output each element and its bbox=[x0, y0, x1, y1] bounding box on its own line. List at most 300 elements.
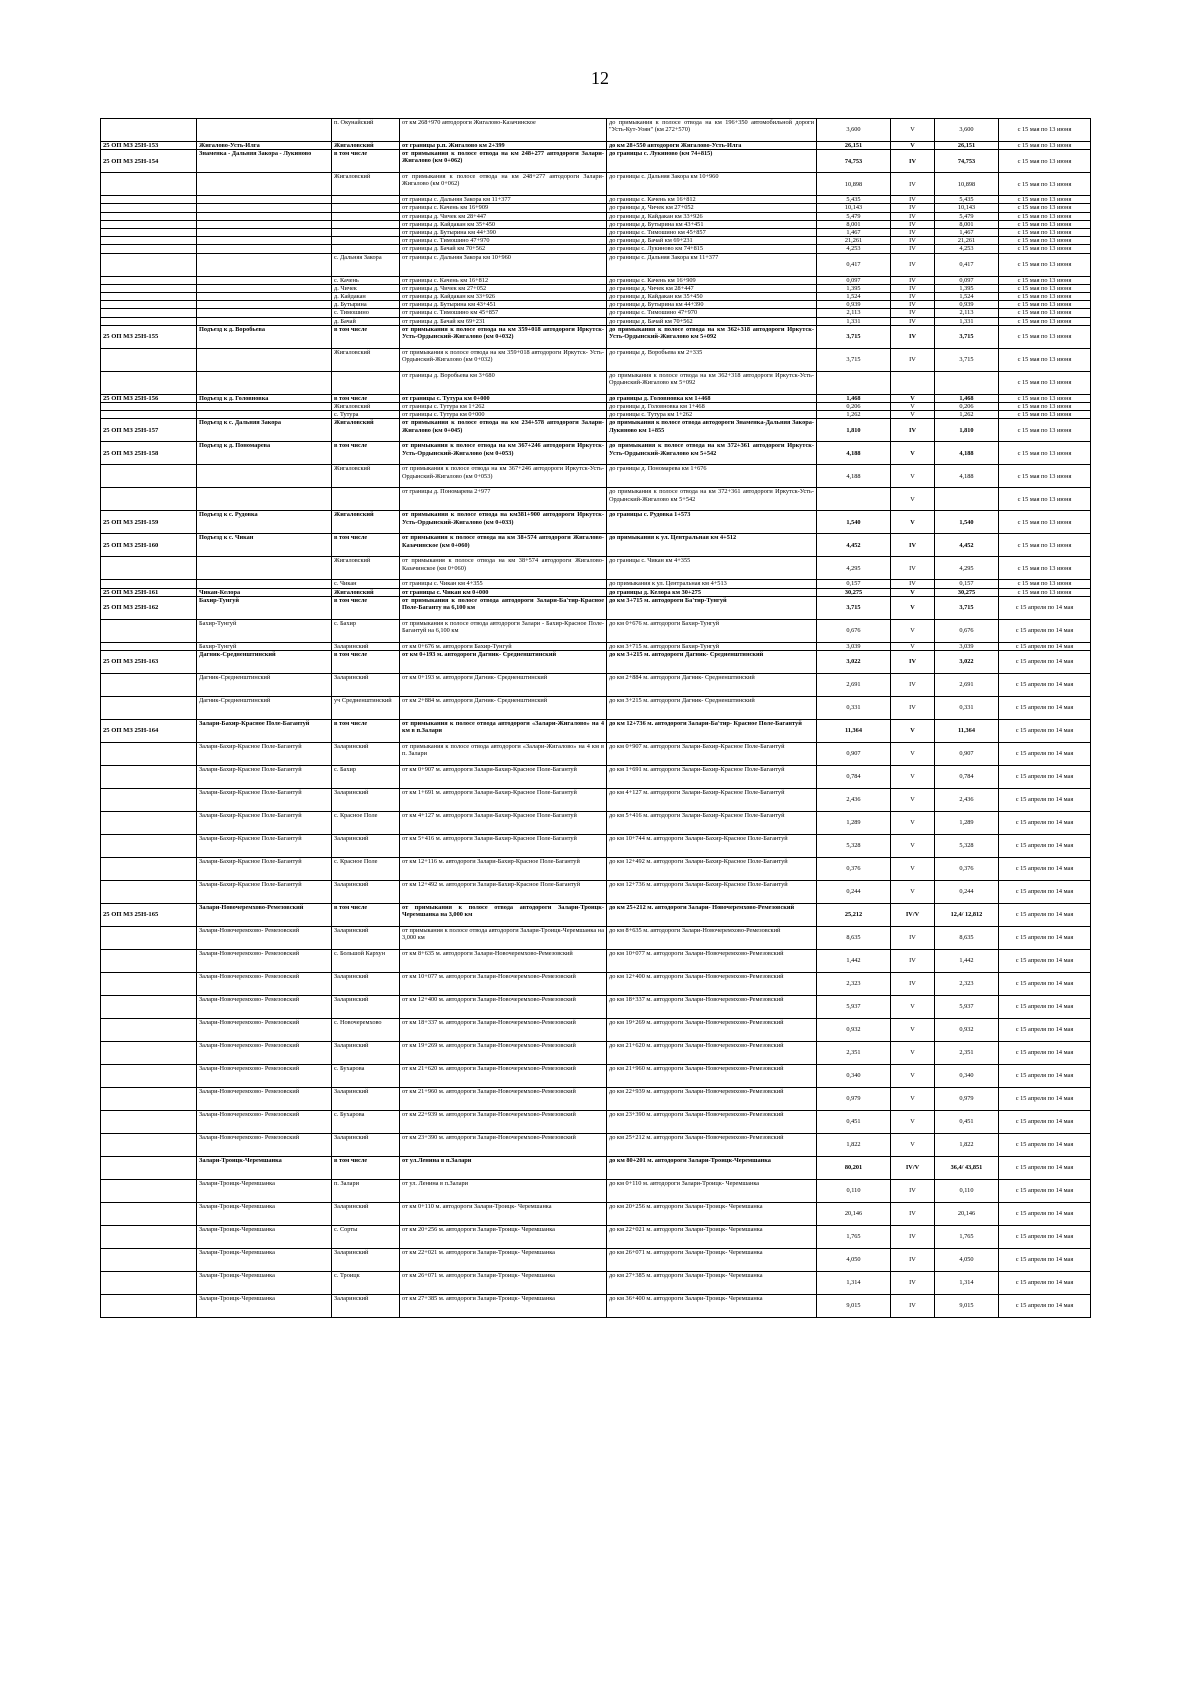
table-row bbox=[101, 534, 1091, 557]
length-km-cell: 0,979 bbox=[817, 1088, 891, 1111]
road-category-cell: IV bbox=[891, 245, 935, 253]
road-name-cell: Залари-Новочеремхово-Ремезовский bbox=[197, 904, 332, 927]
district-cell: с. Тимошино bbox=[332, 309, 400, 317]
category-length-cell: 4,295 bbox=[935, 557, 999, 580]
segment-from-cell: от примыкания к полосе отвода на км 367+246 автодороги Иркутск-Усть-Ордынский-Жигалово (км 0+053) bbox=[400, 442, 607, 465]
road-name-cell: Знаменка - Дальняя Закора - Лукиново bbox=[197, 150, 332, 173]
category-length-cell: 0,451 bbox=[935, 1111, 999, 1134]
segment-to-cell: до км 12+492 м. автодороги Залари-Бахир-Красное Поле-Багантуй bbox=[607, 858, 817, 881]
district-cell: в том числе bbox=[332, 1157, 400, 1180]
segment-to-cell: до км 12+400 м. автодороги Залари-Новочеремхово-Ремезовский bbox=[607, 973, 817, 996]
segment-from-cell: от км 4+127 м. автодороги Залари-Бахир-Красное Поле-Багантуй bbox=[400, 812, 607, 835]
table-row bbox=[101, 411, 1091, 419]
length-km-cell: 0,331 bbox=[817, 697, 891, 720]
segment-from-cell: от границы с. Тутура км 0+000 bbox=[400, 394, 607, 402]
restriction-period-cell: с 15 апреля по 14 мая bbox=[999, 1065, 1091, 1088]
road-category-cell: IV bbox=[891, 651, 935, 674]
district-cell: д. Бутырина bbox=[332, 301, 400, 309]
restriction-period-cell: с 15 мая по 13 июня bbox=[999, 403, 1091, 411]
segment-from-cell: от км 2+884 м. автодороги Дагник- Средненштинский bbox=[400, 697, 607, 720]
restriction-period-cell: с 15 апреля по 14 мая bbox=[999, 1180, 1091, 1203]
road-category-cell: IV bbox=[891, 1180, 935, 1203]
restriction-period-cell: с 15 апреля по 14 мая bbox=[999, 904, 1091, 927]
segment-from-cell: от км 20+256 м. автодороги Залари-Троицк- Черемшанка bbox=[400, 1226, 607, 1249]
restriction-period-cell: с 15 мая по 13 июня bbox=[999, 284, 1091, 292]
road-code-cell: 25 ОП МЗ 25Н-161 bbox=[101, 588, 197, 596]
table-row bbox=[101, 720, 1091, 743]
road-name-cell: Залари-Бахир-Красное Поле-Багантуй bbox=[197, 789, 332, 812]
road-code-cell bbox=[101, 642, 197, 650]
segment-to-cell: до границы с. Дальняя Закора км 11+377 bbox=[607, 253, 817, 276]
road-category-cell: IV bbox=[891, 1226, 935, 1249]
segment-from-cell: от границы д. Чичек км 27+052 bbox=[400, 284, 607, 292]
length-km-cell: 30,275 bbox=[817, 588, 891, 596]
district-cell: с. Дальняя Закора bbox=[332, 253, 400, 276]
restriction-period-cell: с 15 мая по 13 июня bbox=[999, 212, 1091, 220]
table-row bbox=[101, 403, 1091, 411]
category-length-cell: 10,143 bbox=[935, 204, 999, 212]
road-name-cell bbox=[197, 371, 332, 394]
table-row bbox=[101, 196, 1091, 204]
district-cell: Жигаловский bbox=[332, 511, 400, 534]
road-name-cell: Бахир-Тунгуй bbox=[197, 619, 332, 642]
segment-from-cell: от примыкания к полосе отвода автодороги Залари-Ба'тир-Красное Поле-Баганту на 6,100 км bbox=[400, 596, 607, 619]
road-category-cell: V bbox=[891, 1065, 935, 1088]
restriction-period-cell: с 15 апреля по 14 мая bbox=[999, 697, 1091, 720]
table-row bbox=[101, 973, 1091, 996]
district-cell: в том числе bbox=[332, 394, 400, 402]
length-km-cell: 11,364 bbox=[817, 720, 891, 743]
length-km-cell: 1,540 bbox=[817, 511, 891, 534]
length-km-cell: 3,022 bbox=[817, 651, 891, 674]
segment-from-cell: от км 0+193 м. автодороги Дагник- Средненштинский bbox=[400, 651, 607, 674]
road-category-cell: V bbox=[891, 743, 935, 766]
restriction-period-cell: с 15 мая по 13 июня bbox=[999, 419, 1091, 442]
table-row bbox=[101, 237, 1091, 245]
category-length-cell: 3,715 bbox=[935, 325, 999, 348]
category-length-cell: 12,4/ 12,812 bbox=[935, 904, 999, 927]
table-row bbox=[101, 465, 1091, 488]
road-name-cell bbox=[197, 253, 332, 276]
road-name-cell bbox=[197, 309, 332, 317]
table-row bbox=[101, 1180, 1091, 1203]
segment-to-cell: до км 3+715 м. автодороги Ба'тир-Тунгуй bbox=[607, 596, 817, 619]
restriction-period-cell: с 15 апреля по 14 мая bbox=[999, 1272, 1091, 1295]
table-row bbox=[101, 212, 1091, 220]
road-name-cell: Залари-Троицк-Черемшанка bbox=[197, 1157, 332, 1180]
table-row bbox=[101, 1157, 1091, 1180]
road-name-cell: Подъезд к с. Дальняя Закора bbox=[197, 419, 332, 442]
road-category-cell: IV bbox=[891, 1249, 935, 1272]
segment-to-cell: до км 3+215 м. автодороги Дагник- Средненштинский bbox=[607, 697, 817, 720]
table-row bbox=[101, 220, 1091, 228]
road-code-cell bbox=[101, 1249, 197, 1272]
category-length-cell bbox=[935, 371, 999, 394]
road-name-cell: Залари-Бахир-Красное Поле-Багантуй bbox=[197, 858, 332, 881]
category-length-cell: 1,331 bbox=[935, 317, 999, 325]
district-cell: с. Троицк bbox=[332, 1272, 400, 1295]
segment-to-cell: до км 23+390 м. автодороги Залари-Новочеремхово-Ремезовский bbox=[607, 1111, 817, 1134]
restriction-period-cell: с 15 мая по 13 июня bbox=[999, 557, 1091, 580]
road-category-cell: V bbox=[891, 812, 935, 835]
category-length-cell: 1,442 bbox=[935, 950, 999, 973]
segment-to-cell: до км 18+337 м. автодороги Залари-Новочеремхово-Ремезовский bbox=[607, 996, 817, 1019]
table-row bbox=[101, 245, 1091, 253]
table-row bbox=[101, 1065, 1091, 1088]
segment-to-cell: до границы д. Кайдакан км 33+926 bbox=[607, 212, 817, 220]
segment-to-cell: до км 19+269 м. автодороги Залари-Новочеремхово-Ремезовский bbox=[607, 1019, 817, 1042]
district-cell: Заларинский bbox=[332, 881, 400, 904]
length-km-cell: 0,244 bbox=[817, 881, 891, 904]
road-name-cell bbox=[197, 411, 332, 419]
road-category-cell: IV bbox=[891, 220, 935, 228]
road-code-cell bbox=[101, 1203, 197, 1226]
segment-to-cell: до км 10+744 м. автодороги Залари-Бахир-Красное Поле-Багантуй bbox=[607, 835, 817, 858]
district-cell: с. Большой Кархун bbox=[332, 950, 400, 973]
segment-to-cell: до км 22+021 м. автодороги Залари-Троицк- Черемшанка bbox=[607, 1226, 817, 1249]
district-cell bbox=[332, 371, 400, 394]
road-code-cell: 25 ОП МЗ 25Н-153 bbox=[101, 142, 197, 150]
road-code-cell: 25 ОП МЗ 25Н-154 bbox=[101, 150, 197, 173]
length-km-cell: 1,262 bbox=[817, 411, 891, 419]
length-km-cell: 0,939 bbox=[817, 301, 891, 309]
road-category-cell: V bbox=[891, 642, 935, 650]
district-cell: Заларинский bbox=[332, 789, 400, 812]
segment-from-cell: от км 8+635 м. автодороги Залари-Новочеремхово-Ремезовский bbox=[400, 950, 607, 973]
category-length-cell: 1,467 bbox=[935, 229, 999, 237]
table-row bbox=[101, 142, 1091, 150]
length-km-cell: 4,188 bbox=[817, 442, 891, 465]
table-row bbox=[101, 588, 1091, 596]
table-row bbox=[101, 1226, 1091, 1249]
segment-to-cell: до примыкания к полосе отвода на км 372+361 автодороги Иркутск-Усть-Ордынский-Жигалово км 5+542 bbox=[607, 488, 817, 511]
road-category-cell: IV bbox=[891, 950, 935, 973]
length-km-cell: 0,784 bbox=[817, 766, 891, 789]
table-row bbox=[101, 766, 1091, 789]
road-name-cell: Залари-Новочеремхово- Ремезовский bbox=[197, 1042, 332, 1065]
road-category-cell: IV bbox=[891, 253, 935, 276]
category-length-cell: 1,395 bbox=[935, 284, 999, 292]
road-name-cell bbox=[197, 173, 332, 196]
segment-from-cell: от примыкания к полосе отвода на км 359+018 автодороги Иркутск- Усть-Ордынский-Жигалово (км 0+032) bbox=[400, 325, 607, 348]
segment-from-cell: от границы с. Качень км 16+909 bbox=[400, 204, 607, 212]
table-row bbox=[101, 1134, 1091, 1157]
district-cell bbox=[332, 212, 400, 220]
road-name-cell: Залари-Троицк-Черемшанка bbox=[197, 1180, 332, 1203]
table-row bbox=[101, 904, 1091, 927]
road-code-cell bbox=[101, 204, 197, 212]
segment-from-cell: от км 12+492 м. автодороги Залари-Бахир-Красное Поле-Багантуй bbox=[400, 881, 607, 904]
table-row bbox=[101, 557, 1091, 580]
district-cell: Заларинский bbox=[332, 927, 400, 950]
restriction-period-cell: с 15 апреля по 14 мая bbox=[999, 835, 1091, 858]
category-length-cell: 8,635 bbox=[935, 927, 999, 950]
district-cell: Жигаловский bbox=[332, 419, 400, 442]
district-cell: п. Окунайский bbox=[332, 119, 400, 142]
table-row bbox=[101, 301, 1091, 309]
segment-to-cell: до границы с. Дальняя Закора км 10+960 bbox=[607, 173, 817, 196]
length-km-cell: 0,097 bbox=[817, 276, 891, 284]
category-length-cell: 74,753 bbox=[935, 150, 999, 173]
road-category-cell: V bbox=[891, 1042, 935, 1065]
segment-to-cell: до границы с. Тутура км 1+262 bbox=[607, 411, 817, 419]
length-km-cell: 1,467 bbox=[817, 229, 891, 237]
road-code-cell bbox=[101, 317, 197, 325]
district-cell: в том числе bbox=[332, 651, 400, 674]
road-category-cell: IV bbox=[891, 419, 935, 442]
district-cell: Заларинский bbox=[332, 1042, 400, 1065]
road-name-cell: Бахир-Тунгуй bbox=[197, 642, 332, 650]
table-row bbox=[101, 858, 1091, 881]
category-length-cell: 0,110 bbox=[935, 1180, 999, 1203]
length-km-cell: 0,417 bbox=[817, 253, 891, 276]
segment-to-cell: до примыкания к полосе отвода на км 196+350 автомобильной дороги "Усть-Кут-Уоян" (км 272+570) bbox=[607, 119, 817, 142]
segment-from-cell: от км 12+400 м. автодороги Залари-Новочеремхово-Ремезовский bbox=[400, 996, 607, 1019]
length-km-cell: 2,323 bbox=[817, 973, 891, 996]
road-category-cell: IV/V bbox=[891, 1157, 935, 1180]
road-code-cell bbox=[101, 1180, 197, 1203]
district-cell: Жигаловский bbox=[332, 588, 400, 596]
segment-from-cell: от границы д. Бутырина км 44+390 bbox=[400, 229, 607, 237]
road-name-cell bbox=[197, 229, 332, 237]
road-category-cell: V bbox=[891, 766, 935, 789]
road-name-cell bbox=[197, 293, 332, 301]
segment-to-cell: до примыкания к ул. Центральная км 4+513 bbox=[607, 580, 817, 588]
road-code-cell bbox=[101, 348, 197, 371]
category-length-cell: 5,479 bbox=[935, 212, 999, 220]
category-length-cell: 3,600 bbox=[935, 119, 999, 142]
restriction-period-cell: с 15 мая по 13 июня bbox=[999, 394, 1091, 402]
segment-to-cell: до км 0+676 м. автодороги Бахир-Тунгуй bbox=[607, 619, 817, 642]
road-name-cell: Подъезд к д. Головновка bbox=[197, 394, 332, 402]
road-code-cell bbox=[101, 488, 197, 511]
segment-from-cell: от границы с. Тимошино 47+970 bbox=[400, 237, 607, 245]
road-category-cell: IV bbox=[891, 674, 935, 697]
table-row bbox=[101, 619, 1091, 642]
category-length-cell: 0,206 bbox=[935, 403, 999, 411]
segment-from-cell: от примыкания к полосе отвода автодороги «Залари-Жигалово» на 4 км в п.Залари bbox=[400, 720, 607, 743]
district-cell: Жигаловский bbox=[332, 557, 400, 580]
road-code-cell bbox=[101, 973, 197, 996]
segment-to-cell: до границы д. Кайдакан км 35+450 bbox=[607, 293, 817, 301]
segment-to-cell: до км 25+212 м. автодороги Залари- Новочеремхово-Ремезовский bbox=[607, 904, 817, 927]
district-cell: с. Новочеремхово bbox=[332, 1019, 400, 1042]
road-name-cell: Бахир-Тунгуй bbox=[197, 596, 332, 619]
length-km-cell: 5,937 bbox=[817, 996, 891, 1019]
segment-from-cell: от границы с. Тутура км 1+262 bbox=[400, 403, 607, 411]
district-cell: Жигаловский bbox=[332, 142, 400, 150]
category-length-cell: 8,001 bbox=[935, 220, 999, 228]
category-length-cell: 0,097 bbox=[935, 276, 999, 284]
road-category-cell: IV bbox=[891, 301, 935, 309]
segment-from-cell: от км 10+077 м. автодороги Залари-Новочеремхово-Ремезовский bbox=[400, 973, 607, 996]
road-category-cell: IV bbox=[891, 237, 935, 245]
segment-from-cell: от км 26+071 м. автодороги Залари-Троицк- Черемшанка bbox=[400, 1272, 607, 1295]
district-cell: с. Бухарова bbox=[332, 1111, 400, 1134]
category-length-cell: 21,261 bbox=[935, 237, 999, 245]
road-code-cell bbox=[101, 881, 197, 904]
road-code-cell: 25 ОП МЗ 25Н-160 bbox=[101, 534, 197, 557]
road-name-cell: Залари-Новочеремхово- Ремезовский bbox=[197, 1111, 332, 1134]
category-length-cell: 0,676 bbox=[935, 619, 999, 642]
district-cell bbox=[332, 237, 400, 245]
segment-from-cell: от км 0+907 м. автодороги Залари-Бахир-Красное Поле-Багантуй bbox=[400, 766, 607, 789]
category-length-cell: 2,691 bbox=[935, 674, 999, 697]
road-category-cell: V bbox=[891, 1019, 935, 1042]
road-code-cell bbox=[101, 1295, 197, 1318]
road-code-cell bbox=[101, 1042, 197, 1065]
category-length-cell: 4,188 bbox=[935, 465, 999, 488]
road-name-cell: Залари-Новочеремхово- Ремезовский bbox=[197, 1065, 332, 1088]
road-code-cell: 25 ОП МЗ 25Н-162 bbox=[101, 596, 197, 619]
road-name-cell: Подъезд к с. Рудовка bbox=[197, 511, 332, 534]
length-km-cell: 1,765 bbox=[817, 1226, 891, 1249]
table-row bbox=[101, 442, 1091, 465]
segment-from-cell: от км 18+337 м. автодороги Залари-Новочеремхово-Ремезовский bbox=[400, 1019, 607, 1042]
road-code-cell bbox=[101, 950, 197, 973]
restriction-period-cell: с 15 апреля по 14 мая bbox=[999, 1203, 1091, 1226]
road-name-cell: Залари-Троицк-Черемшанка bbox=[197, 1249, 332, 1272]
segment-to-cell: до км 5+416 м. автодороги Залари-Бахир-Красное Поле-Багантуй bbox=[607, 812, 817, 835]
segment-from-cell: от км 27+385 м. автодороги Залари-Троицк- Черемшанка bbox=[400, 1295, 607, 1318]
segment-to-cell: до примыкания к полосе отвода на км 362+318 автодороги Иркутск-Усть-Ордынский-Жигалово км 5+092 bbox=[607, 371, 817, 394]
road-category-cell: IV bbox=[891, 927, 935, 950]
restriction-period-cell: с 15 апреля по 14 мая bbox=[999, 789, 1091, 812]
page-number: 12 bbox=[591, 68, 609, 88]
restriction-period-cell: с 15 апреля по 14 мая bbox=[999, 1226, 1091, 1249]
district-cell: с. Бахир bbox=[332, 619, 400, 642]
district-cell: Заларинский bbox=[332, 973, 400, 996]
length-km-cell: 1,468 bbox=[817, 394, 891, 402]
category-length-cell: 36,4/ 43,851 bbox=[935, 1157, 999, 1180]
category-length-cell: 0,932 bbox=[935, 1019, 999, 1042]
length-km-cell: 0,157 bbox=[817, 580, 891, 588]
segment-from-cell: от км 23+390 м. автодороги Залари-Новочеремхово-Ремезовский bbox=[400, 1134, 607, 1157]
restriction-period-cell: с 15 мая по 13 июня bbox=[999, 142, 1091, 150]
restriction-period-cell: с 15 мая по 13 июня bbox=[999, 325, 1091, 348]
segment-from-cell: от примыкания к полосе отвода на км 38+574 автодороги Жигалово-Казачинское (км 0+060) bbox=[400, 557, 607, 580]
length-km-cell: 1,289 bbox=[817, 812, 891, 835]
segment-to-cell: до границы с. Тимошино 47+970 bbox=[607, 309, 817, 317]
road-code-cell: 25 ОП МЗ 25Н-164 bbox=[101, 720, 197, 743]
table-row bbox=[101, 293, 1091, 301]
road-code-cell bbox=[101, 996, 197, 1019]
segment-to-cell: до границы с. Лукиново (км 74+815) bbox=[607, 150, 817, 173]
road-category-cell: V bbox=[891, 465, 935, 488]
district-cell bbox=[332, 245, 400, 253]
category-length-cell: 3,715 bbox=[935, 596, 999, 619]
restriction-period-cell: с 15 мая по 13 июня bbox=[999, 220, 1091, 228]
road-code-cell bbox=[101, 674, 197, 697]
road-name-cell: Подъезд к с. Чикан bbox=[197, 534, 332, 557]
road-code-cell bbox=[101, 858, 197, 881]
segment-from-cell: от границы с. Чикан км 4+355 bbox=[400, 580, 607, 588]
segment-to-cell: до км 36+400 м. автодороги Залари-Троицк- Черемшанка bbox=[607, 1295, 817, 1318]
district-cell: в том числе bbox=[332, 904, 400, 927]
category-length-cell: 2,351 bbox=[935, 1042, 999, 1065]
category-length-cell: 9,015 bbox=[935, 1295, 999, 1318]
road-code-cell bbox=[101, 196, 197, 204]
category-length-cell: 3,022 bbox=[935, 651, 999, 674]
road-code-cell bbox=[101, 371, 197, 394]
road-category-cell: IV/V bbox=[891, 904, 935, 927]
table-row bbox=[101, 651, 1091, 674]
road-category-cell: V bbox=[891, 619, 935, 642]
road-category-cell: IV bbox=[891, 309, 935, 317]
segment-from-cell: от границы д. Воробьева км 3+680 bbox=[400, 371, 607, 394]
category-length-cell: 1,822 bbox=[935, 1134, 999, 1157]
road-category-cell: V bbox=[891, 720, 935, 743]
road-code-cell: 25 ОП МЗ 25Н-159 bbox=[101, 511, 197, 534]
road-code-cell bbox=[101, 309, 197, 317]
restriction-period-cell: с 15 апреля по 14 мая bbox=[999, 674, 1091, 697]
segment-to-cell: до км 26+071 м. автодороги Залари-Троицк- Черемшанка bbox=[607, 1249, 817, 1272]
segment-to-cell: до границы д. Пономарева км 1+676 bbox=[607, 465, 817, 488]
segment-from-cell: от км 268+970 автодороги Жигалово-Казачинское bbox=[400, 119, 607, 142]
category-length-cell: 3,039 bbox=[935, 642, 999, 650]
restriction-period-cell: с 15 мая по 13 июня bbox=[999, 442, 1091, 465]
length-km-cell: 3,715 bbox=[817, 596, 891, 619]
road-code-cell bbox=[101, 835, 197, 858]
district-cell: Заларинский bbox=[332, 1088, 400, 1111]
road-code-cell bbox=[101, 173, 197, 196]
district-cell: д. Кайдакан bbox=[332, 293, 400, 301]
district-cell: в том числе bbox=[332, 442, 400, 465]
segment-from-cell: от границы с. Чикан км 0+000 bbox=[400, 588, 607, 596]
road-code-cell bbox=[101, 212, 197, 220]
district-cell: с. Бахир bbox=[332, 766, 400, 789]
category-length-cell: 0,157 bbox=[935, 580, 999, 588]
length-km-cell: 1,524 bbox=[817, 293, 891, 301]
road-code-cell bbox=[101, 293, 197, 301]
table-row bbox=[101, 419, 1091, 442]
segment-to-cell: до км 12+736 м. автодороги Залари-Бахир-Красное Поле-Багантуй bbox=[607, 881, 817, 904]
segment-to-cell: до примыкания к полосе отвода на км 362+318 автодороги Иркутск-Усть-Ордынский-Жигалово км 5+092 bbox=[607, 325, 817, 348]
segment-to-cell: до км 20+256 м. автодороги Залари-Троицк- Черемшанка bbox=[607, 1203, 817, 1226]
segment-to-cell: до границы д. Бачай км 69+231 bbox=[607, 237, 817, 245]
road-category-cell: IV bbox=[891, 348, 935, 371]
length-km-cell bbox=[817, 488, 891, 511]
table-row bbox=[101, 1019, 1091, 1042]
length-km-cell: 10,143 bbox=[817, 204, 891, 212]
road-name-cell bbox=[197, 119, 332, 142]
road-closure-table bbox=[100, 118, 1090, 1318]
road-category-cell: IV bbox=[891, 1203, 935, 1226]
segment-to-cell: до границы с. Качень км 16+909 bbox=[607, 276, 817, 284]
category-length-cell: 11,364 bbox=[935, 720, 999, 743]
restriction-period-cell: с 15 мая по 13 июня bbox=[999, 317, 1091, 325]
segment-to-cell: до км 10+077 м. автодороги Залари-Новочеремхово-Ремезовский bbox=[607, 950, 817, 973]
segment-from-cell: от границы д. Пономарева 2+977 bbox=[400, 488, 607, 511]
table-row bbox=[101, 835, 1091, 858]
table-row bbox=[101, 150, 1091, 173]
district-cell: Жигаловский bbox=[332, 403, 400, 411]
table-row bbox=[101, 511, 1091, 534]
length-km-cell: 0,206 bbox=[817, 403, 891, 411]
segment-from-cell: от примыкания к полосе отвода на км 248+277 автодороги Залари-Жигалово (км 0+062) bbox=[400, 150, 607, 173]
road-code-cell bbox=[101, 1065, 197, 1088]
road-name-cell: Дагник-Средненштинский bbox=[197, 651, 332, 674]
road-category-cell: V bbox=[891, 142, 935, 150]
restriction-period-cell: с 15 апреля по 14 мая bbox=[999, 1111, 1091, 1134]
road-category-cell: IV bbox=[891, 204, 935, 212]
road-code-cell bbox=[101, 766, 197, 789]
segment-to-cell: до км 8+635 м. автодороги Залари-Новочеремхово-Ремезовский bbox=[607, 927, 817, 950]
category-length-cell: 30,275 bbox=[935, 588, 999, 596]
category-length-cell: 4,050 bbox=[935, 1249, 999, 1272]
road-code-cell: 25 ОП МЗ 25Н-158 bbox=[101, 442, 197, 465]
road-category-cell: IV bbox=[891, 196, 935, 204]
